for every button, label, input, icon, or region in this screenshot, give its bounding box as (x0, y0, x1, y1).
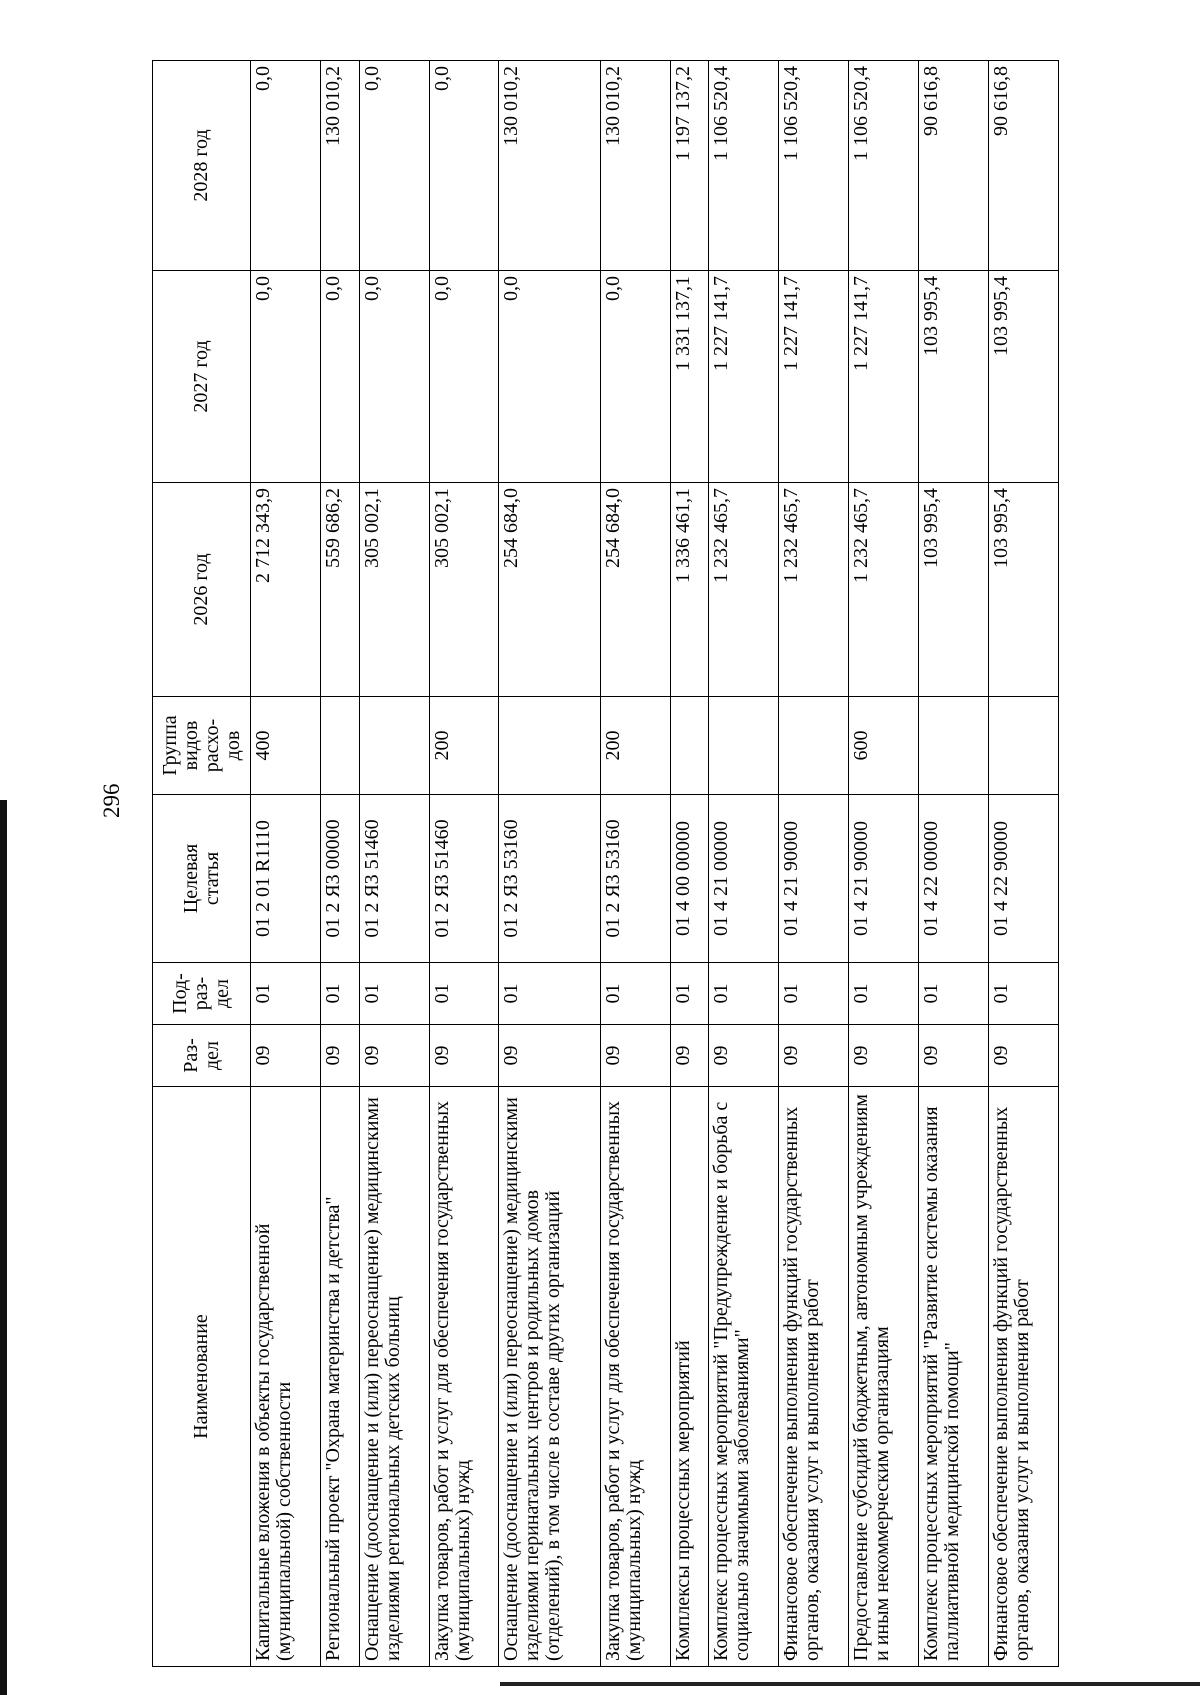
cell-razdel: 09 (709, 1025, 779, 1087)
cell-name: Оснащение (дооснащение и (или) переоснащение) медицинскими изделиями перинатальных центров и родильных домов (отделений), в том числе в составе других организаций (499, 1087, 600, 1667)
cell-podrazdel: 01 (709, 963, 779, 1025)
cell-2027: 1 227 141,7 (709, 271, 779, 483)
cell-celevaya-statya: 01 2 Я3 51460 (359, 795, 429, 963)
cell-celevaya-statya: 01 4 21 90000 (779, 795, 849, 963)
cell-gruppa: 200 (600, 697, 670, 795)
cell-celevaya-statya: 01 2 Я3 51460 (429, 795, 499, 963)
cell-name: Региональный проект "Охрана материнства и детства" (320, 1087, 359, 1667)
header-razdel: Раз- дел (153, 1025, 251, 1087)
cell-2027: 0,0 (251, 271, 321, 483)
cell-2027: 0,0 (320, 271, 359, 483)
header-gruppa-vidov-rashodov: Группа видов расхо- дов (153, 697, 251, 795)
budget-table (152, 60, 1059, 1667)
cell-celevaya-statya: 01 4 00 00000 (670, 795, 709, 963)
cell-celevaya-statya: 01 2 Я3 53160 (600, 795, 670, 963)
table-row (320, 61, 359, 1667)
cell-2027: 0,0 (359, 271, 429, 483)
cell-name: Закупка товаров, работ и услуг для обеспечения государственных (муниципальных) нужд (600, 1087, 670, 1667)
table-row (600, 61, 670, 1667)
scan-bottom-rule (500, 1682, 1200, 1686)
cell-razdel: 09 (988, 1025, 1058, 1087)
table-row (709, 61, 779, 1667)
cell-podrazdel: 01 (429, 963, 499, 1025)
cell-2026: 103 995,4 (919, 483, 989, 697)
cell-podrazdel: 01 (988, 963, 1058, 1025)
header-2027: 2027 год (153, 271, 251, 483)
table-row (499, 61, 600, 1667)
header-2026: 2026 год (153, 483, 251, 697)
cell-2027: 103 995,4 (988, 271, 1058, 483)
cell-name: Финансовое обеспечение выполнения функций государственных органов, оказания услуг и выполнения работ (988, 1087, 1058, 1667)
cell-2026: 305 002,1 (359, 483, 429, 697)
cell-2028: 90 616,8 (988, 61, 1058, 271)
cell-2027: 1 227 141,7 (849, 271, 919, 483)
cell-gruppa (359, 697, 429, 795)
cell-gruppa: 400 (251, 697, 321, 795)
cell-gruppa (919, 697, 989, 795)
cell-2027: 1 227 141,7 (779, 271, 849, 483)
cell-name: Капитальные вложения в объекты государственной (муниципальной) собственности (251, 1087, 321, 1667)
cell-name: Финансовое обеспечение выполнения функций государственных органов, оказания услуг и выполнения работ (779, 1087, 849, 1667)
cell-podrazdel: 01 (320, 963, 359, 1025)
table-row (849, 61, 919, 1667)
cell-podrazdel: 01 (251, 963, 321, 1025)
scan-left-edge (0, 800, 7, 1695)
cell-podrazdel: 01 (849, 963, 919, 1025)
cell-razdel: 09 (670, 1025, 709, 1087)
cell-2026: 254 684,0 (499, 483, 600, 697)
cell-name: Предоставление субсидий бюджетным, автономным учреждениям и иным некоммерческим организациям (849, 1087, 919, 1667)
table-row (919, 61, 989, 1667)
cell-gruppa (499, 697, 600, 795)
cell-2027: 0,0 (600, 271, 670, 483)
cell-2026: 1 232 465,7 (779, 483, 849, 697)
cell-2026: 2 712 343,9 (251, 483, 321, 697)
cell-podrazdel: 01 (670, 963, 709, 1025)
cell-2028: 0,0 (429, 61, 499, 271)
cell-2028: 130 010,2 (600, 61, 670, 271)
cell-razdel: 09 (429, 1025, 499, 1087)
cell-name: Комплекс процессных мероприятий "Развитие системы оказания паллиативной медицинской помощи" (919, 1087, 989, 1667)
cell-2026: 305 002,1 (429, 483, 499, 697)
cell-2027: 103 995,4 (919, 271, 989, 483)
cell-razdel: 09 (320, 1025, 359, 1087)
cell-celevaya-statya: 01 2 Я3 53160 (499, 795, 600, 963)
cell-2027: 1 331 137,1 (670, 271, 709, 483)
cell-2028: 1 106 520,4 (779, 61, 849, 271)
cell-celevaya-statya: 01 4 21 90000 (849, 795, 919, 963)
cell-2027: 0,0 (429, 271, 499, 483)
table-row (359, 61, 429, 1667)
table-row (988, 61, 1058, 1667)
cell-name: Комплексы процессных мероприятий (670, 1087, 709, 1667)
cell-razdel: 09 (359, 1025, 429, 1087)
cell-2028: 90 616,8 (919, 61, 989, 271)
cell-gruppa (320, 697, 359, 795)
table-header-row (153, 61, 251, 1667)
cell-razdel: 09 (919, 1025, 989, 1087)
cell-name: Комплекс процессных мероприятий "Предупреждение и борьба с социально значимыми заболеваниями" (709, 1087, 779, 1667)
cell-2026: 254 684,0 (600, 483, 670, 697)
cell-gruppa (709, 697, 779, 795)
cell-gruppa: 600 (849, 697, 919, 795)
cell-2028: 1 197 137,2 (670, 61, 709, 271)
header-celevaya-statya: Целевая статья (153, 795, 251, 963)
cell-2028: 1 106 520,4 (849, 61, 919, 271)
header-2028: 2028 год (153, 61, 251, 271)
cell-2028: 130 010,2 (499, 61, 600, 271)
cell-2028: 130 010,2 (320, 61, 359, 271)
cell-podrazdel: 01 (919, 963, 989, 1025)
cell-name: Закупка товаров, работ и услуг для обеспечения государственных (муниципальных) нужд (429, 1087, 499, 1667)
cell-podrazdel: 01 (600, 963, 670, 1025)
cell-celevaya-statya: 01 2 01 R1110 (251, 795, 321, 963)
cell-2027: 0,0 (499, 271, 600, 483)
cell-razdel: 09 (499, 1025, 600, 1087)
cell-2026: 559 686,2 (320, 483, 359, 697)
cell-2028: 0,0 (359, 61, 429, 271)
cell-razdel: 09 (600, 1025, 670, 1087)
table-row (670, 61, 709, 1667)
cell-celevaya-statya: 01 4 21 00000 (709, 795, 779, 963)
header-name: Наименование (153, 1087, 251, 1667)
cell-gruppa (988, 697, 1058, 795)
cell-2026: 103 995,4 (988, 483, 1058, 697)
cell-2026: 1 232 465,7 (849, 483, 919, 697)
cell-celevaya-statya: 01 4 22 90000 (988, 795, 1058, 963)
budget-table-container (152, 61, 1059, 1667)
cell-name: Оснащение (дооснащение и (или) переоснащение) медицинскими изделиями региональных детских больниц (359, 1087, 429, 1667)
cell-podrazdel: 01 (359, 963, 429, 1025)
table-row (429, 61, 499, 1667)
cell-podrazdel: 01 (779, 963, 849, 1025)
cell-podrazdel: 01 (499, 963, 600, 1025)
cell-gruppa (670, 697, 709, 795)
cell-razdel: 09 (251, 1025, 321, 1087)
cell-2028: 1 106 520,4 (709, 61, 779, 271)
cell-gruppa: 200 (429, 697, 499, 795)
page-number: 296 (99, 783, 124, 818)
cell-celevaya-statya: 01 2 Я3 00000 (320, 795, 359, 963)
cell-gruppa (779, 697, 849, 795)
cell-razdel: 09 (849, 1025, 919, 1087)
cell-2028: 0,0 (251, 61, 321, 271)
cell-2026: 1 336 461,1 (670, 483, 709, 697)
cell-razdel: 09 (779, 1025, 849, 1087)
header-podrazdel: Под- раз- дел (153, 963, 251, 1025)
cell-celevaya-statya: 01 4 22 00000 (919, 795, 989, 963)
table-row (779, 61, 849, 1667)
cell-2026: 1 232 465,7 (709, 483, 779, 697)
table-row (251, 61, 321, 1667)
